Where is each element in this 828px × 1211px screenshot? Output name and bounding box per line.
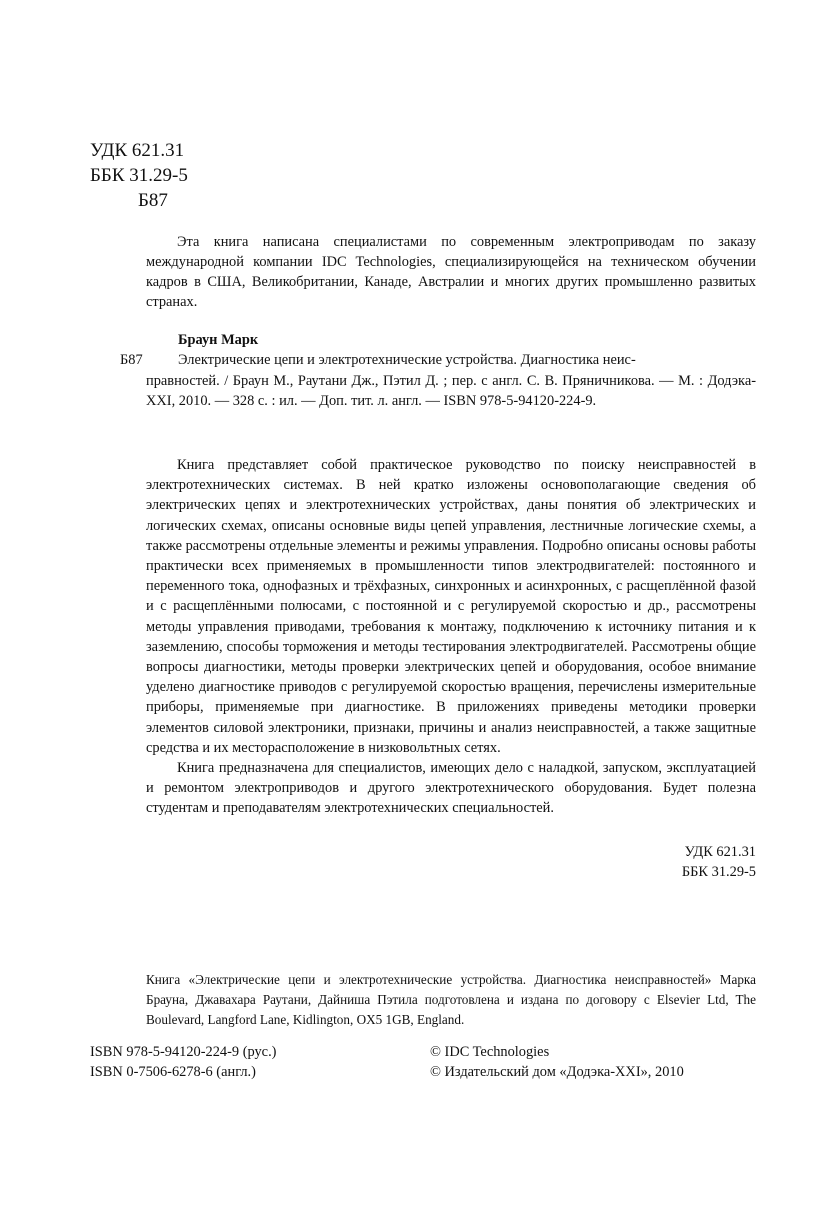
copyright-idc: © IDC Technologies (430, 1044, 550, 1060)
bibliography-title-line: Электрические цепи и электротехнические устройства. Диагностика неис- (178, 352, 636, 368)
author-mark: Б87 (138, 190, 168, 211)
isbn-english: ISBN 0-7506-6278-6 (англ.) (90, 1064, 256, 1080)
annotation-paragraph-1: Книга представляет собой практическое руководство по поиску неисправностей в электротехнических системах. В ней кратко изложены основополагающие сведения об электрических цепях и электротехнических устройствах, даны понятия об электрических и логических схемах, описаны основные виды цепей управления, лестничные логические схемы, а также рассмотрены отдельные элементы и режимы управления. Подробно описаны основы работы практически всех применяемых в промышленности типов электродвигателей: постоянного и переменного тока, однофазных и трёхфазных, синхронных и асинхронных, с расщеплённой фазой и с расщеплёнными полюсами, с постоянной и с регулируемой скоростью и др., рассмотрены методы управления приводами, требования к монтажу, подключению к источнику питания и к заземлению, способы торможения и методы тестирования электродвигателей. Рассмотрены общие вопросы диагностики, методы проверки электрических цепей и оборудования, особое внимание уделено диагностике приводов с регулируемой скоростью вращения, перечислены измерительные приборы, применяемые при диагностике. В приложениях приведены методики проверки элементов силовой электроники, признаки, причины и анализ неисправностей, а также защитные средства и их месторасположение в низковольтных сетях. (146, 457, 756, 756)
bibliography-entry (146, 350, 756, 412)
classification-footer (556, 842, 756, 882)
isbn-russian: ISBN 978-5-94120-224-9 (рус.) (90, 1044, 277, 1060)
udk-code: УДК 621.31 (90, 140, 185, 161)
intro-paragraph: Эта книга написана специалистами по современным электроприводам по заказу международной компании IDC Technologies, специализирующейся на техническом обучении кадров в США, Великобритании, Канаде, Австралии и многих других промышленно развитых странах. (146, 234, 756, 310)
udk-code-footer: УДК 621.31 (684, 844, 756, 860)
bbk-code: ББК 31.29-5 (90, 165, 188, 186)
bbk-code-footer: ББК 31.29-5 (681, 864, 756, 880)
publication-note: Книга «Электрические цепи и электротехнические устройства. Диагностика неисправностей» Марка Брауна, Джавахара Раутани, Дайниша Пэтила подготовлена и издана по договору с Elsevier Ltd, The Boulevard, Langford Lane, Kidlington, OX5 1GB, England. (146, 972, 756, 1027)
bibliography-details: правностей. / Браун М., Раутани Дж., Пэтил Д. ; пер. с англ. С. В. Пряничникова. — М. : Додэка-XXI, 2010. — 328 с. : ил. — Доп. тит. л. англ. — ISBN 978-5-94120-224-9. (146, 372, 756, 410)
copyright-block (430, 1042, 684, 1082)
annotation-paragraph-2: Книга предназначена для специалистов, имеющих дело с наладкой, запуском, эксплуатацией и ремонтом электроприводов и другого электротехнического оборудования. Будет полезна студентам и преподавателям электротехнических специальностей. (146, 760, 756, 817)
isbn-block (90, 1042, 276, 1082)
annotation (146, 455, 756, 819)
copyright-publisher: © Издательский дом «Додэка-XXI», 2010 (430, 1064, 684, 1080)
bibliography-author: Браун Марк (178, 332, 259, 348)
bibliography-mark: Б87 (120, 352, 143, 368)
classification-header (90, 138, 188, 213)
